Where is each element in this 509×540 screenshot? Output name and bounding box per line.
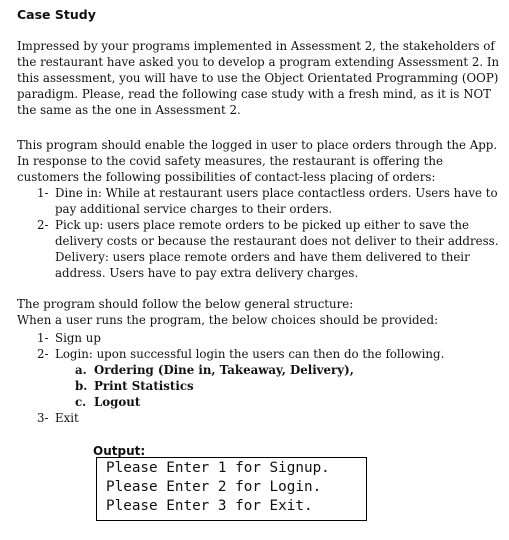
structure-intro-line: The program should follow the below general structure: [17, 297, 354, 311]
list-number: 1- [37, 186, 49, 200]
list-item-text: Pick up: users place remote orders to be picked up either to save the delivery costs or because the restaurant does not deliver to their address. Delivery: users place remote orders and have them delivered to their address. Users have to pay extra delivery charges. [55, 218, 499, 280]
output-line: Please Enter 2 for Login. [106, 479, 322, 495]
list-item [17, 410, 503, 426]
program-structure-list [17, 330, 503, 426]
list-number: 2- [37, 347, 49, 361]
list-item-text: Exit [55, 411, 79, 425]
list-item [17, 394, 503, 410]
list-item-text: Sign up [55, 331, 101, 345]
choices-intro-line: When a user runs the program, the below choices should be provided: [17, 313, 439, 327]
list-item-text: Print Statistics [94, 379, 194, 393]
list-item [17, 346, 503, 362]
intro-paragraph: Impressed by your programs implemented in Assessment 2, the stakeholders of the restaurant have asked you to develop a program extending Assessment 2. In this assessment, you will have to use the Object Orientated Programming (OOP) paradigm. Please, read the following case study with a fresh mind, as it is NOT the same as the one in Assessment 2. [17, 39, 500, 117]
list-item-text: Login: upon successful login the users can then do the following. [55, 347, 445, 361]
list-item-text: Logout [94, 395, 141, 409]
page-title: Case Study [17, 7, 96, 22]
output-console-box [96, 457, 367, 521]
list-item-text: Ordering (Dine in, Takeaway, Delivery), [94, 363, 354, 377]
list-number: 1- [37, 331, 49, 345]
list-item [17, 185, 503, 217]
structure-paragraph [17, 296, 503, 328]
sublist-container [17, 362, 503, 410]
output-line: Please Enter 1 for Signup. [106, 460, 330, 476]
list-number: 2- [37, 218, 49, 232]
list-letter: c. [75, 395, 87, 409]
program-description-paragraph: This program should enable the logged in user to place orders through the App. In response to the covid safety measures, the restaurant is offering the customers the following possibilities of contact-less placing of orders: [17, 138, 498, 184]
list-item [17, 217, 503, 281]
list-letter: a. [75, 363, 87, 377]
list-item [17, 330, 503, 346]
output-line: Please Enter 3 for Exit. [106, 498, 313, 514]
list-item [17, 378, 503, 394]
list-letter: b. [75, 379, 88, 393]
login-options-list [17, 362, 503, 410]
list-number: 3- [37, 411, 49, 425]
output-label: Output: [93, 444, 146, 458]
order-options-list [17, 185, 503, 281]
list-item [17, 362, 503, 378]
list-item-text: Dine in: While at restaurant users place contactless orders. Users have to pay additional service charges to their orders. [55, 186, 498, 216]
